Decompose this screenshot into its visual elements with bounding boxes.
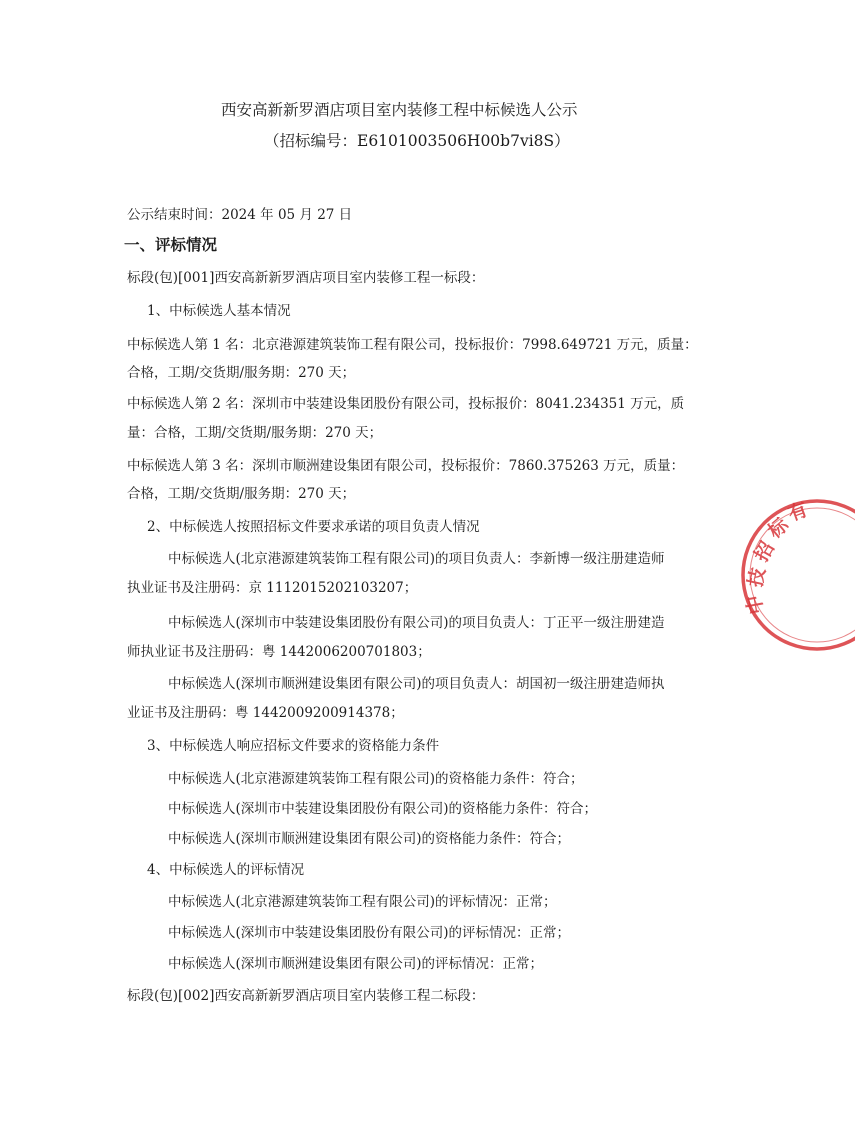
qualification-heading: 3、中标候选人响应招标文件要求的资格能力条件	[147, 738, 440, 754]
announcement-end-time: 公示结束时间：2024 年 05 月 27 日	[127, 207, 353, 223]
evaluation-2: 中标候选人(深圳市中装建设集团股份有限公司)的评标情况：正常；	[168, 925, 571, 941]
lot1-heading: 标段(包)[001]西安高新新罗酒店项目室内装修工程一标段：	[127, 270, 485, 286]
project-manager-1-line2: 执业证书及注册码：京 1112015202103207；	[127, 580, 418, 596]
project-manager-1-line1: 中标候选人(北京港源建筑装饰工程有限公司)的项目负责人：李新博一级注册建造师	[168, 551, 665, 567]
project-manager-2-line2: 师执业证书及注册码：粤 1442006200701803；	[127, 644, 431, 660]
evaluation-heading: 4、中标候选人的评标情况	[147, 862, 305, 878]
project-manager-heading: 2、中标候选人按照招标文件要求承诺的项目负责人情况	[147, 519, 480, 535]
project-manager-3-line2: 业证书及注册码：粤 1442009200914378；	[127, 705, 404, 721]
tender-number: （招标编号：E6101003506H00b7vi8S）	[264, 132, 570, 150]
candidate-2-line2: 量：合格，工期/交货期/服务期：270 天；	[127, 425, 383, 441]
candidate-1-line2: 合格，工期/交货期/服务期：270 天；	[127, 365, 356, 381]
page-title: 西安高新新罗酒店项目室内装修工程中标候选人公示	[221, 101, 578, 119]
seal-char-4: 标	[764, 513, 793, 543]
seal-stamp	[735, 485, 855, 665]
project-manager-3-line1: 中标候选人(深圳市顺洲建设集团有限公司)的项目负责人：胡国初一级注册建造师执	[168, 676, 665, 692]
seal-char-2: 技	[744, 565, 770, 590]
basic-info-heading: 1、中标候选人基本情况	[147, 303, 291, 319]
qualification-1: 中标候选人(北京港源建筑装饰工程有限公司)的资格能力条件：符合；	[168, 771, 584, 787]
candidate-1-line1: 中标候选人第 1 名：北京港源建筑装饰工程有限公司，投标报价：7998.649721 万元，质量：	[127, 337, 698, 353]
qualification-3: 中标候选人(深圳市顺洲建设集团有限公司)的资格能力条件：符合；	[168, 831, 571, 847]
candidate-3-line2: 合格，工期/交货期/服务期：270 天；	[127, 486, 356, 502]
evaluation-3: 中标候选人(深圳市顺洲建设集团有限公司)的评标情况：正常；	[168, 956, 544, 972]
qualification-2: 中标候选人(深圳市中装建设集团股份有限公司)的资格能力条件：符合；	[168, 801, 598, 817]
section-heading: 一、评标情况	[124, 236, 218, 254]
seal-char-3: 招	[750, 538, 779, 566]
seal-char-1: 中	[742, 593, 768, 616]
seal-char-5: 有	[785, 498, 811, 526]
evaluation-1: 中标候选人(北京港源建筑装饰工程有限公司)的评标情况：正常；	[168, 894, 557, 910]
lot2-heading: 标段(包)[002]西安高新新罗酒店项目室内装修工程二标段：	[127, 988, 485, 1004]
project-manager-2-line1: 中标候选人(深圳市中装建设集团股份有限公司)的项目负责人：丁正平一级注册建造	[168, 615, 665, 631]
candidate-2-line1: 中标候选人第 2 名：深圳市中装建设集团股份有限公司，投标报价：8041.234351 万元，质	[127, 396, 685, 412]
candidate-3-line1: 中标候选人第 3 名：深圳市顺洲建设集团有限公司，投标报价：7860.375263 万元，质量：	[127, 458, 685, 474]
